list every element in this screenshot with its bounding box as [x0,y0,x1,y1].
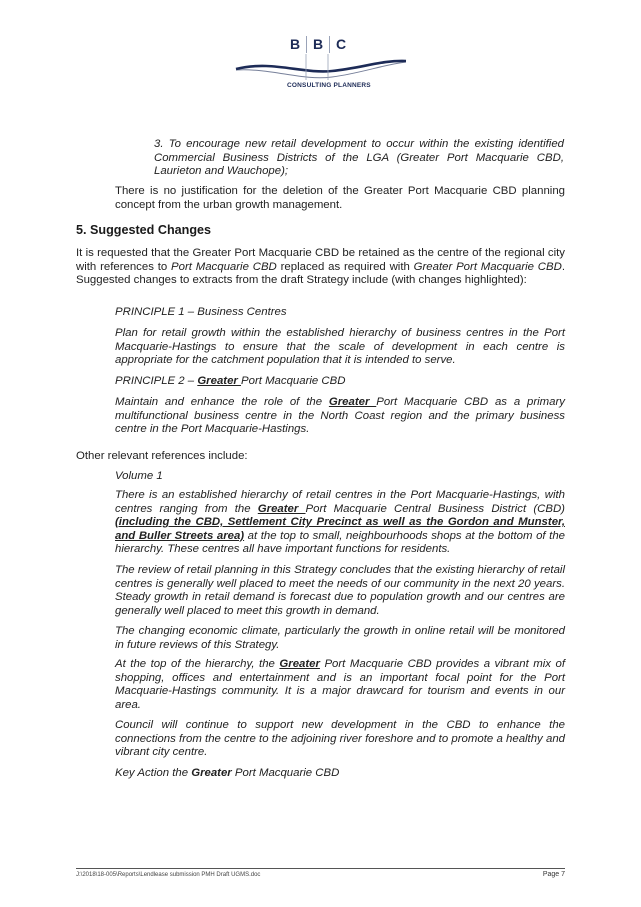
other-references-intro: Other relevant references include: [76,450,248,462]
volume-paragraph-4 [115,658,565,712]
bbc-logo [232,34,408,94]
justification-paragraph: There is no justification for the deletion of the Greater Port Macquarie CBD planning concept from the urban growth management. [115,185,565,211]
text-span: Port Macquarie CBD as a primary multifunctional business centre in the North Coast region and the primary business centre in the Port Macquarie-Hastings. [115,396,565,436]
text-span: Key Action the [115,767,192,779]
logo-letter: B [307,36,330,53]
text-span: Port Macquarie Central Business District (CBD) [305,502,565,515]
logo-subtitle: CONSULTING PLANNERS [287,82,371,89]
key-action [115,767,565,781]
highlight-span: Greater [191,767,232,779]
text-span: Maintain and enhance the role of the [115,396,329,408]
text-span: Port Macquarie CBD [241,375,346,387]
text-span: Greater Port Macquarie CBD [413,260,562,273]
text-span: . Suggested changes to extracts from the draft Strategy include (with changes highlighted): [76,260,566,287]
text-span: Port Macquarie CBD [171,260,277,273]
page-number: Page 7 [542,871,565,878]
volume-paragraph-2: The review of retail planning in this Strategy concludes that the existing hierarchy of retail centres is generally well placed to meet the needs of our community in the next 20 years. Steady growth in retail demand is forecast due to population growth and our centres are generally well placed to meet this growth in demand. [115,564,565,617]
logo-letter: C [335,36,347,52]
principle-2-title [115,375,565,389]
highlight-span: Greater [328,396,377,408]
text-span: At the top of the hierarchy, the [115,658,280,670]
intro-item-3: 3. To encourage new retail development to occur within the existing identified Commercial Business Districts of the LGA (Greater Port Macquarie CBD, Laurieton and Wauchope); [154,138,564,178]
volume-paragraph-3: The changing economic climate, particularly the growth in online retail will be monitored in future reviews of this Strategy. [115,625,565,651]
text-span: Port Macquarie CBD [231,767,340,779]
text-span: There is an established hierarchy of retail centres in the Port Macquarie-Hastings, with centres ranging from the [115,489,565,515]
principle-1-title: PRINCIPLE 1 – Business Centres [115,306,287,318]
highlight-span: (including the CBD, Settlement City Precinct as well as the Gordon and Munster, and Buller Streets area) [115,516,565,542]
suggestion-paragraph [76,247,565,288]
section-heading: 5. Suggested Changes [76,223,212,237]
principle-1-text: Plan for retail growth within the established hierarchy of business centres in the Port Macquarie-Hastings to ensure that the scale of development in each centre is appropriate for the catchment population that it is intended to serve. [115,327,565,367]
text-span: replaced as required with [276,260,414,273]
text-span: It is requested that the Greater Port Macquarie CBD be retained as the centre of the regional city with references to [76,247,565,273]
text-span: at the top to small, neighbourhoods shops at the bottom of the hierarchy. These centres all have important functions for residents. [115,529,565,556]
logo-letter: B [284,36,307,53]
volume-label: Volume 1 [115,470,163,482]
text-span: Port Macquarie CBD provides a vibrant mix of shopping, offices and entertainment and is an important focal point for the Port Macquarie-Hastings community. It is a major drawcard for tourism and events in our area. [115,658,566,711]
text-span: PRINCIPLE 2 – [115,375,198,387]
volume-paragraph-5: Council will continue to support new development in the CBD to enhance the connections from the centre to the adjoining river foreshore and to promote a healthy and vibrant city centre. [115,719,565,759]
footer-divider [76,868,565,869]
principle-2-text [115,396,565,437]
volume-paragraph-1 [115,489,565,557]
footer-file-path: J:\2018\18-005\Reports\Lendlease submission PMH Draft UGMS.doc [76,872,261,878]
highlight-span: Greater [197,375,242,387]
highlight-span: Greater [257,502,306,515]
highlight-span: Greater [279,658,320,670]
